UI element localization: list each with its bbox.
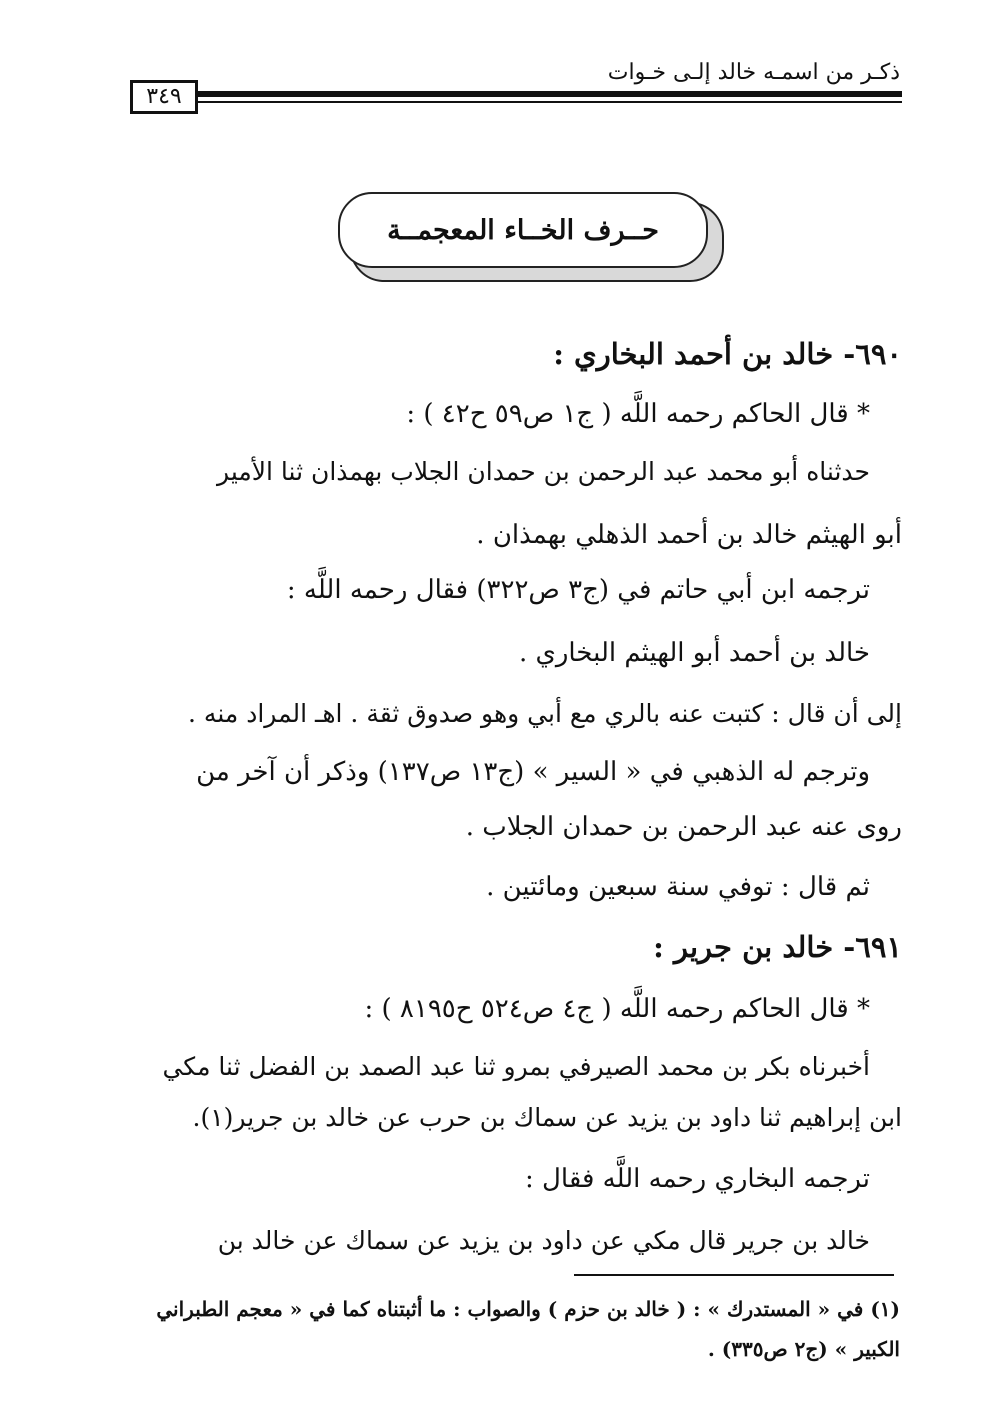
entry-690-line-5: خالد بن أحمد أبو الهيثم البخاري . bbox=[518, 638, 870, 668]
header-rule-thin bbox=[198, 101, 902, 103]
entry-690-title: ٦٩٠- خالد بن أحمد البخاري : bbox=[553, 337, 902, 371]
section-heading-box bbox=[338, 192, 708, 268]
entry-690-line-9: ثم قال : توفي سنة سبعين ومائتين . bbox=[486, 872, 870, 902]
entry-691-line-5: خالد بن جرير قال مكي عن داود بن يزيد عن سماك عن خالد بن bbox=[217, 1226, 870, 1255]
entry-691-title: ٦٩١- خالد بن جرير : bbox=[653, 930, 902, 964]
entry-691-line-4: ترجمه البخاري رحمه اللَّه فقال : bbox=[525, 1164, 870, 1194]
header-rule bbox=[198, 91, 902, 97]
entry-690-line-3: أبو الهيثم خالد بن أحمد الذهلي بهمذان . bbox=[476, 520, 902, 550]
page-number: ٣٤٩ bbox=[130, 80, 198, 114]
entry-690-line-6: إلى أن قال : كتبت عنه بالري مع أبي وهو صدوق ثقة . اهـ المراد منه . bbox=[188, 699, 902, 728]
entry-691-line-3: ابن إبراهيم ثنا داود بن يزيد عن سماك بن حرب عن خالد بن جرير(١). bbox=[192, 1103, 902, 1132]
entry-691-line-1: * قال الحاكم رحمه اللَّه ( ج٤ ص٥٢٤ ح٨١٩٥ ) : bbox=[364, 994, 870, 1024]
entry-690-line-7: وترجم له الذهبي في « السير » (ج١٣ ص١٣٧) وذكر أن آخر من bbox=[196, 757, 870, 787]
footnote-line-2: الكبير » (ج٢ ص٣٣٥) . bbox=[707, 1337, 900, 1361]
running-title: ذكـر من اسمـه خالد إلـى خـوات bbox=[607, 60, 900, 85]
footnote-separator bbox=[574, 1274, 894, 1276]
entry-690-line-8: روى عنه عبد الرحمن بن حمدان الجلاب . bbox=[465, 812, 902, 842]
footnote-line-1: (١) في « المستدرك » : ( خالد بن حزم ) والصواب : ما أثبتناه كما في « معجم الطبراني bbox=[156, 1297, 900, 1321]
entry-690-line-4: ترجمه ابن أبي حاتم في (ج٣ ص٣٢٢) فقال رحمه اللَّه : bbox=[286, 575, 870, 605]
section-heading: حــرف الخــاء المعجمــة bbox=[387, 214, 659, 246]
entry-690-line-1: * قال الحاكم رحمه اللَّه ( ج١ ص٥٩ ح٤٢ ) : bbox=[406, 399, 870, 429]
entry-690-line-2: حدثناه أبو محمد عبد الرحمن بن حمدان الجلاب بهمذان ثنا الأمير bbox=[217, 457, 870, 486]
entry-691-line-2: أخبرناه بكر بن محمد الصيرفي بمرو ثنا عبد الصمد بن الفضل ثنا مكي bbox=[162, 1052, 870, 1081]
